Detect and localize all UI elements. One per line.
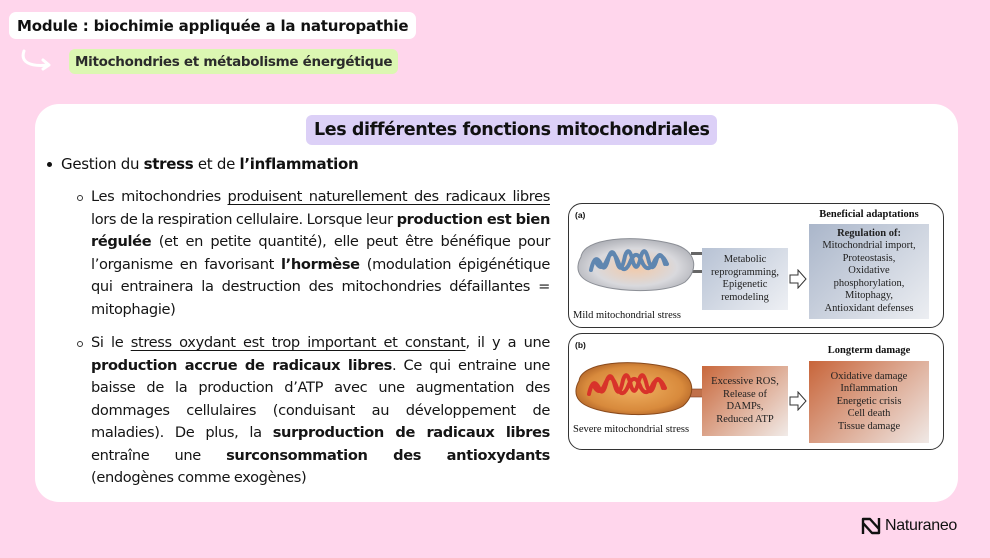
bullet-text: Gestion du stress et de l’inflammation — [61, 155, 359, 173]
arrow-right-icon — [789, 391, 807, 411]
naturaneo-logo-icon — [860, 515, 882, 537]
panel-mild-stress — [568, 203, 944, 328]
brand-name: Naturaneo — [885, 517, 958, 534]
brand-logo — [860, 515, 957, 537]
box-metabolic-reprogramming: Metabolic reprogramming, Epigenetic remodeling — [702, 248, 788, 310]
sub-bullet-circle-icon — [77, 341, 83, 347]
heading-beneficial: Beneficial adaptations — [819, 209, 919, 220]
bullet-dot-icon — [47, 162, 52, 167]
mitochondrion-mild-icon — [573, 232, 703, 294]
mitochondrion-severe-icon — [571, 356, 703, 418]
paragraph-mild-stress: Les mitochondries produisent naturellement des radicaux libres lors de la respiration cellulaire. Lorsque leur production est bien régulée (et en petite quantité), elle peut être bénéfique pour l’organisme en favorisant l’hormèse (modulation épigénétique qui entrainera la destruction des mitochondries défaillantes = mitophagie) — [91, 188, 550, 318]
heading-longterm-damage: Longterm damage — [827, 345, 911, 356]
card-title: Les différentes fonctions mitochondriales — [306, 115, 717, 145]
submodule-tag: Mitochondries et métabolisme énergétique — [69, 49, 398, 74]
paragraph-severe-stress: Si le stress oxydant est trop important et constant, il y a une production accrue de radicaux libres. Ce qui entraine une baisse de la production d’ATP avec une augmentation des dommages cellulaires (conduisant au développement de maladies). De plus, la surproduction de radicaux libres entraîne une surconsommation des antioxydants (endogènes comme exogènes) — [91, 334, 551, 486]
module-tag: Module : biochimie appliquée a la naturopathie — [9, 12, 416, 39]
curved-arrow-icon — [20, 48, 56, 72]
bullet-stress-inflammation — [47, 155, 358, 173]
panel-severe-stress — [568, 333, 944, 450]
caption-mild: Mild mitochondrial stress — [573, 310, 681, 321]
mitochondrial-stress-figure — [568, 203, 944, 450]
box-beneficial-adaptations: Regulation of: Mitochondrial import, Proteostasis, Oxidative phosphorylation, Mitophagy, Antioxidant defenses — [809, 224, 929, 319]
box-longterm-damage: Oxidative damage Inflammation Energetic crisis Cell death Tissue damage — [809, 361, 929, 443]
arrow-right-icon — [789, 269, 807, 289]
sub-bullet-circle-icon — [77, 195, 83, 201]
box-excessive-ros: Excessive ROS, Release of DAMPs, Reduced ATP — [702, 366, 788, 436]
caption-severe: Severe mitochondrial stress — [573, 424, 690, 435]
panel-label: (a) — [575, 210, 586, 220]
panel-label: (b) — [575, 340, 586, 350]
